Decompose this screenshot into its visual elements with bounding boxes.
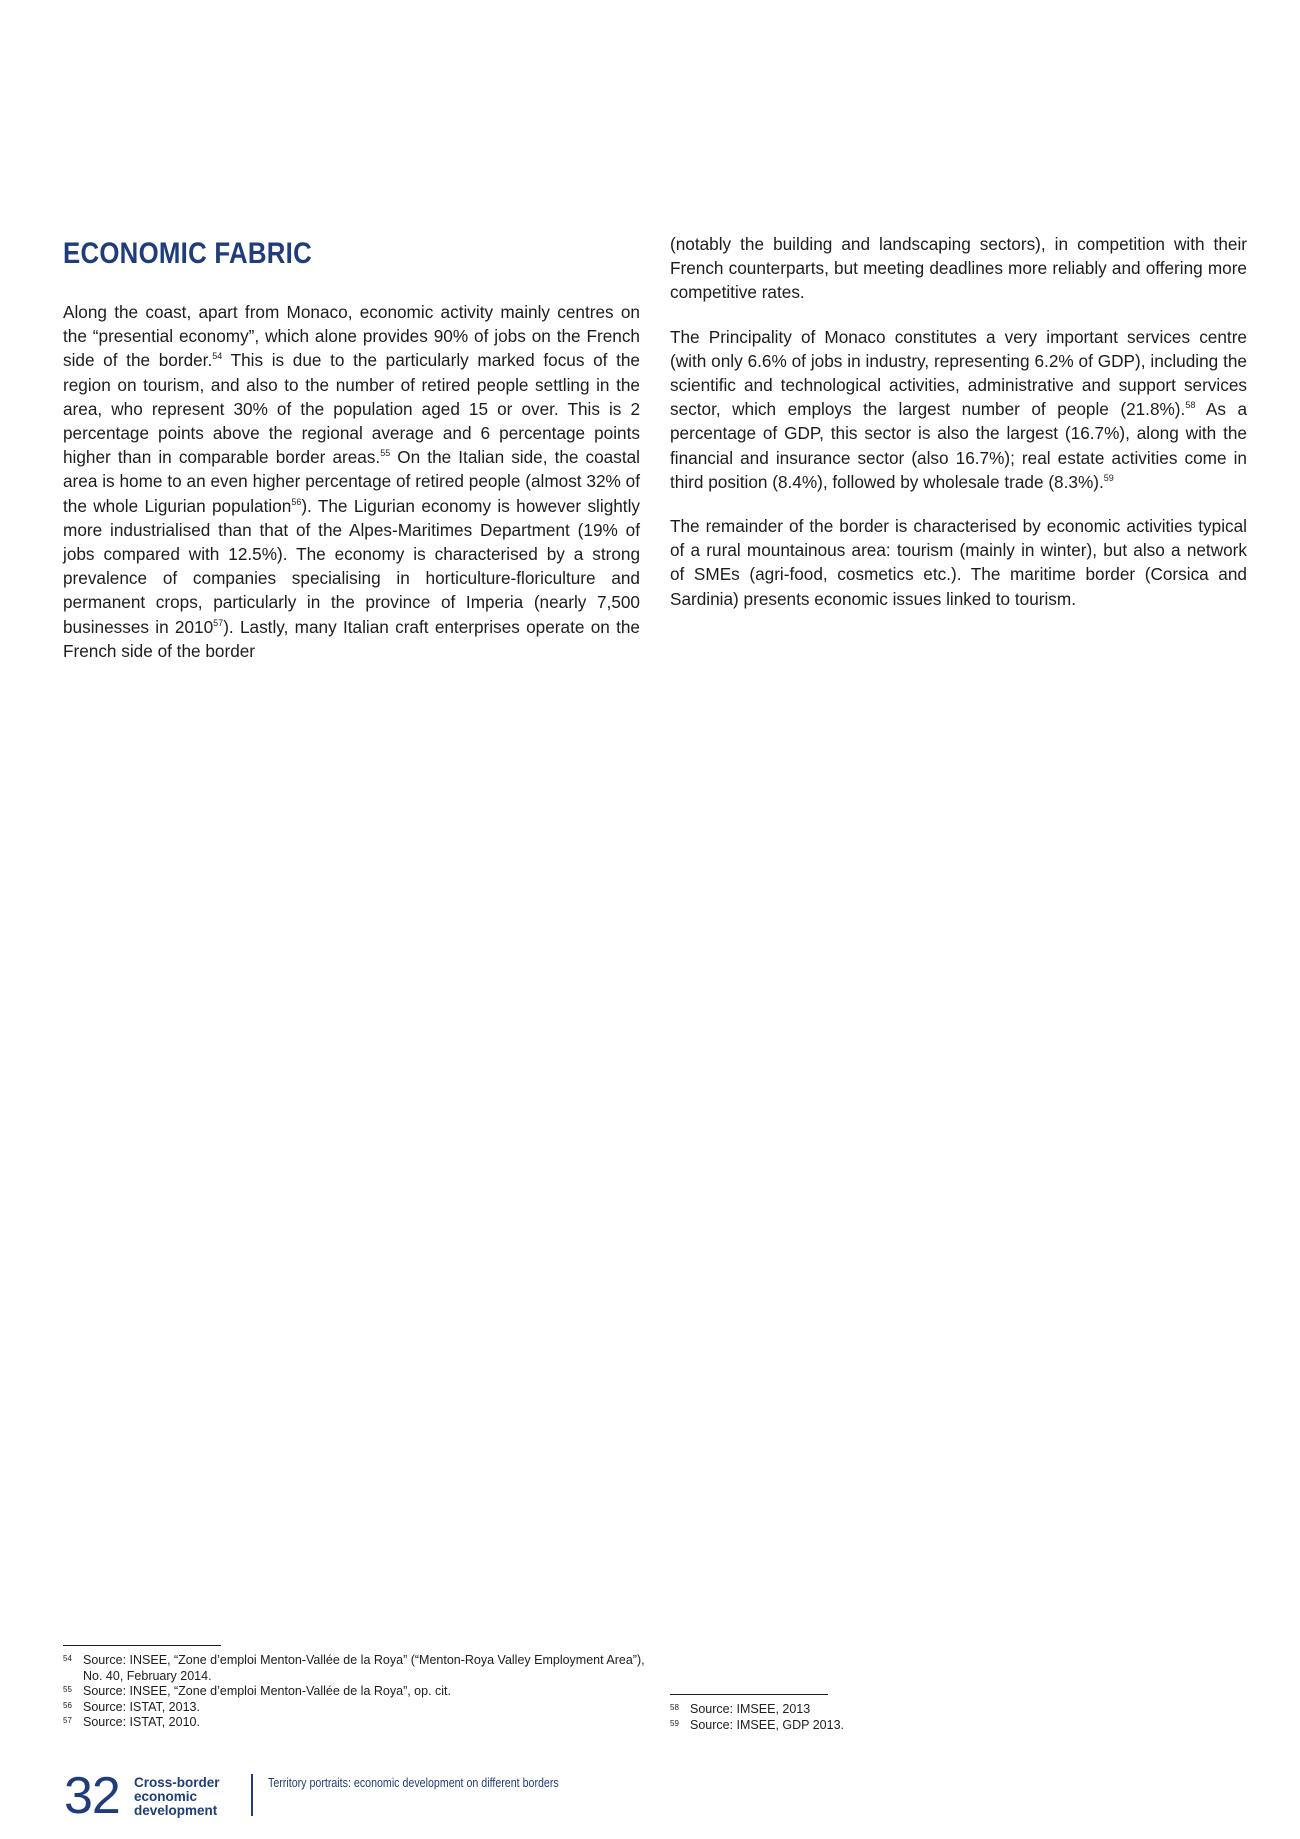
- brand-logo-text: [134, 1776, 220, 1818]
- text-run: Along the coast, apart from Monaco, economic activity mainly centres on the “presential economy”, which alone provides 90% of jobs on the French side of the border.: [63, 302, 640, 371]
- footnote: [670, 1718, 1070, 1734]
- footnote: [670, 1702, 1070, 1718]
- footnote-ref[interactable]: 59: [1103, 472, 1114, 483]
- text-run: ). Lastly, many Italian craft enterprises operate on the French side of the border: [63, 616, 640, 661]
- footnote: [63, 1700, 648, 1716]
- brand-line: development: [134, 1803, 218, 1818]
- text-run: This is due to the particularly marked focus of the region on tourism, and also to the number of retired people settling in the area, who represent 30% of the population aged 15 or over. This is 2 percentage points above the regional average and 6 percentage points higher than in comparable border areas.: [63, 350, 640, 468]
- footnote-divider-left: [63, 1645, 221, 1646]
- footnote-text: Source: IMSEE, 2013: [690, 1702, 811, 1716]
- footnote-ref[interactable]: 58: [1185, 400, 1196, 411]
- text-run: ). The Ligurian economy is however slightly more industrialised than that of the Alpes-Maritimes Department (19% of jobs compared with 12.5%). The economy is characterised by a strong prevalence of companies specialising in horticulture-floriculture and permanent crops, particularly in the province of Imperia (nearly 7,500 businesses in 2010: [63, 495, 640, 637]
- section-heading: ECONOMIC FABRIC: [63, 237, 312, 270]
- brand-line: Cross-border: [134, 1775, 220, 1790]
- footnote-text: Source: IMSEE, GDP 2013.: [690, 1717, 845, 1732]
- footnote: [63, 1653, 648, 1684]
- footnote-ref[interactable]: 55: [380, 448, 391, 459]
- footnote-ref[interactable]: 54: [212, 351, 223, 362]
- running-footer-title: Territory portraits: economic development on different borders: [268, 1775, 559, 1790]
- left-column: [63, 234, 640, 683]
- footer-divider: [251, 1774, 253, 1816]
- text-run: On the Italian side, the coastal area is home to an even higher percentage of retired people (almost 32% of the whole Ligurian population: [63, 447, 640, 516]
- footnote-number: 56: [63, 1700, 72, 1710]
- footnote-number: 54: [63, 1654, 72, 1663]
- body-paragraph-remainder: The remainder of the border is characterised by economic activities typical of a rural mountainous area: tourism (mainly in winter), but also a network of SMEs (agri-food, cosmetics etc.). The maritime border (Corsica and Sardinia) presents economic issues linked to tourism.: [670, 516, 1247, 609]
- footnote-number: 55: [63, 1685, 72, 1695]
- footnotes-left: [63, 1653, 648, 1731]
- footnote-ref[interactable]: 56: [291, 496, 302, 507]
- footnote: [63, 1715, 648, 1731]
- brand-line: economic: [134, 1789, 198, 1804]
- text-run: As a percentage of GDP, this sector is also the largest (16.7%), along with the financial and insurance sector (also 16.7%); real estate activities come in third position (8.4%), followed by wholesale trade (8.3%).: [670, 399, 1248, 492]
- footnote-text: Source: INSEE, “Zone d’emploi Menton-Vallée de la Roya” (“Menton-Roya Valley Employment Area”), No. 40, February 2014.: [83, 1653, 645, 1683]
- footnote-ref[interactable]: 57: [213, 617, 224, 628]
- footnote-number: 57: [63, 1716, 72, 1726]
- body-paragraph-monaco: [670, 325, 1247, 494]
- text-run: The Principality of Monaco constitutes a very important services centre (with only 6.6% of jobs in industry, representing 6.2% of GDP), including the scientific and technological activities, administrative and support services sector, which employs the largest number of people (21.8%).: [670, 326, 1247, 420]
- footnote-text: Source: INSEE, “Zone d’emploi Menton-Vallée de la Roya”, op. cit.: [83, 1684, 451, 1699]
- footnote-number: 58: [670, 1703, 679, 1712]
- page-number: 32: [64, 1767, 120, 1825]
- footnote-number: 59: [670, 1718, 679, 1728]
- footnote-text: Source: ISTAT, 2010.: [83, 1715, 200, 1730]
- right-column: [670, 234, 1247, 631]
- body-paragraph-left: [63, 300, 640, 663]
- footnotes-right: [670, 1702, 1070, 1733]
- footnote-text: Source: ISTAT, 2013.: [83, 1699, 200, 1714]
- footnote-divider-right: [670, 1694, 828, 1695]
- body-paragraph-continuation: (notably the building and landscaping sectors), in competition with their French counterparts, but meeting deadlines more reliably and offering more competitive rates.: [670, 234, 1247, 303]
- footnote: [63, 1684, 648, 1700]
